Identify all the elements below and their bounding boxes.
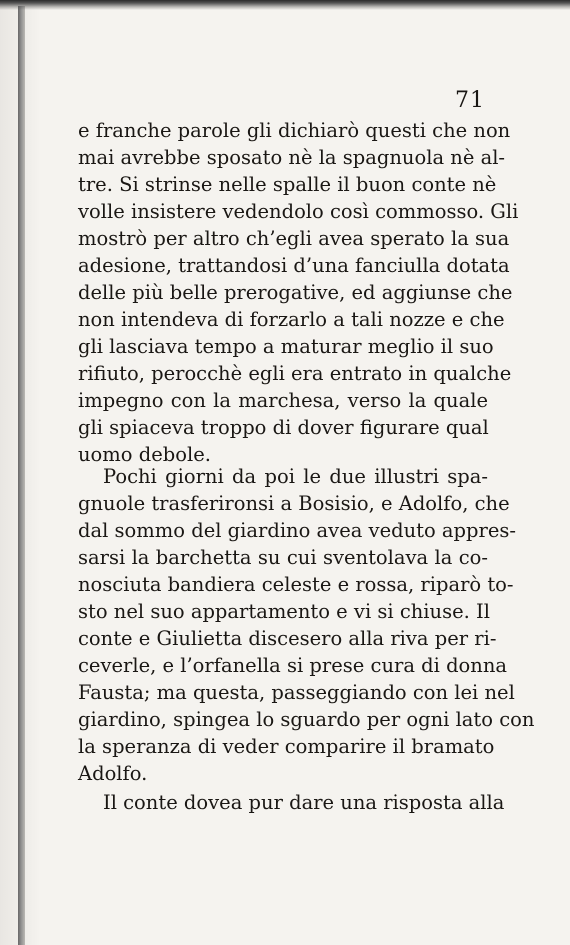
text-line: gli spiaceva troppo di dover figurare qual	[78, 416, 489, 439]
page-edge	[0, 0, 18, 945]
text-line: ceverle, e l’orfanella si prese cura di donna	[78, 654, 508, 677]
text-line: e franche parole gli dichiarò questi che non	[78, 119, 511, 142]
text-line: dal sommo del giardino avea veduto appres-	[78, 519, 516, 542]
text-line: conte e Giulietta discesero alla riva per ri-	[78, 627, 497, 650]
text-line: giardino, spingea lo sguardo per ogni lato con	[78, 708, 535, 731]
text-line: sto nel suo appartamento e vi si chiuse. Il	[78, 600, 490, 623]
text-line: gli lasciava tempo a maturar meglio il suo	[78, 335, 494, 358]
text-line: nosciuta bandiera celeste e rossa, riparò to-	[78, 573, 514, 596]
text-line: sarsi la barchetta su cui sventolava la co-	[78, 546, 488, 569]
paragraph-first-line: Pochi giorni da poi le due illustri spa-	[103, 465, 488, 488]
text-line: gnuole trasferironsi a Bosisio, e Adolfo, che	[78, 492, 510, 515]
text-line: uomo debole.	[78, 443, 211, 466]
text-line: tre. Si strinse nelle spalle il buon conte nè	[78, 173, 497, 196]
text-line: Adolfo.	[78, 762, 148, 785]
text-line: la speranza di veder comparire il bramato	[78, 735, 495, 758]
text-line: adesione, trattandosi d’una fanciulla dotata	[78, 254, 510, 277]
paragraph-first-line: Il conte dovea pur dare una risposta alla	[103, 791, 505, 814]
scan-top-shadow	[0, 0, 570, 10]
text-line: volle insistere vedendolo così commosso. Gli	[78, 200, 519, 223]
book-spine-shadow	[18, 6, 25, 945]
text-line: delle più belle prerogative, ed aggiunse che	[78, 281, 513, 304]
text-line: mai avrebbe sposato nè la spagnuola nè al-	[78, 146, 506, 169]
page-number: 71	[455, 88, 485, 113]
text-line: Fausta; ma questa, passeggiando con lei nel	[78, 681, 515, 704]
text-line: rifiuto, perocchè egli era entrato in qualche	[78, 362, 512, 385]
text-line: impegno con la marchesa, verso la quale	[78, 389, 488, 412]
text-line: non intendeva di forzarlo a tali nozze e che	[78, 308, 505, 331]
text-line: mostrò per altro ch’egli avea sperato la sua	[78, 227, 510, 250]
